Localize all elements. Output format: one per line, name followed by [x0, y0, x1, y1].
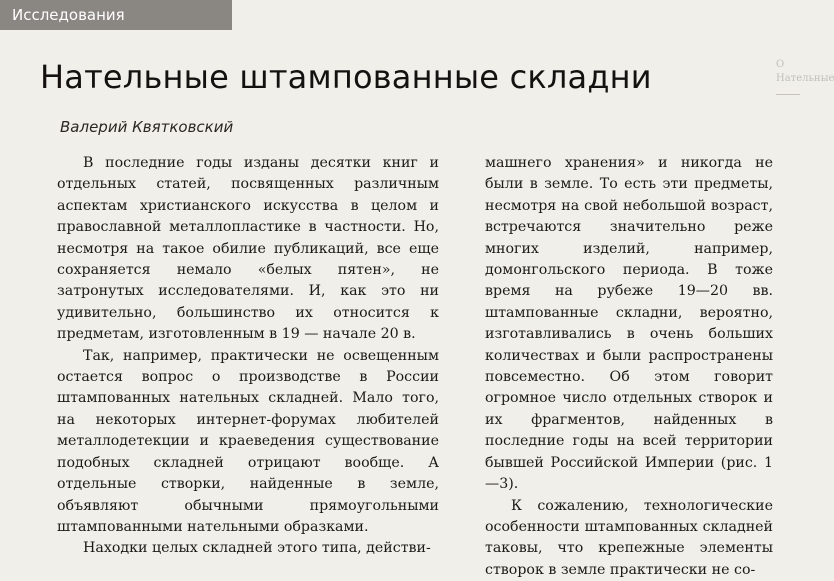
paragraph: В последние годы изданы десятки книг и отдельных статей, посвященных различным аспектам христианского искусства в целом и православной металлопластике в частности. Но, несмотря на такое обилие публикаций, все еще сохраняется немало «белых пятен», не затронутых исследователями. И, как это ни удивительно, большинство их относится к предметам, изготовленным в 19 — начале 20 в. [57, 153, 439, 346]
paragraph: Находки целых складней этого типа, действи- [57, 538, 439, 559]
paragraph: машнего хранения» и никогда не были в земле. То есть эти предметы, несмотря на свой небольшой возраст, встречаются значительно реже многих изделий, например, домонгольского периода. В тоже время на рубеже 19—20 вв. штампованные складни, вероятно, изготавливались в очень больших количествах и были распространены повсеместно. Об этом говорит огромное число отдельных створок и их фрагментов, найденных в последние годы на всей территории бывшей Российской Империи (рис. 1—3). [485, 153, 773, 496]
paragraph: Так, например, практически не освещенным остается вопрос о производстве в России штампованных нательных складней. Мало того, на некоторых интернет-форумах любителей металлодетекции и краеведения существование подобных складней отрицают вообще. А отдельные створки, найденные в земле, объявляют обычными прямоугольными штампованными нательными образками. [57, 346, 439, 539]
section-tab: Исследования [0, 0, 232, 30]
divider [776, 94, 800, 95]
paragraph: К сожалению, технологические особенности штампованных складней таковы, что крепежные элементы створок в земле практически не со- [485, 496, 773, 581]
author-name: Валерий Квятковский [60, 118, 233, 136]
next-page-fragment: О Нательные [776, 58, 800, 168]
right-column [485, 153, 773, 581]
article-title: Нательные штампованные складни [40, 58, 652, 96]
left-column [57, 153, 439, 560]
